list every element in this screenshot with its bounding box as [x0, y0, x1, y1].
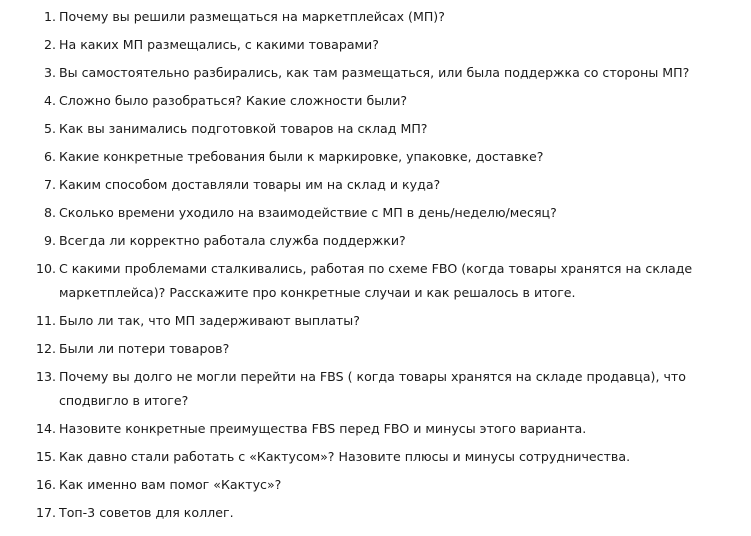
- question-number: 5.: [43, 121, 56, 136]
- question-text: Всегда ли корректно работала служба поддержки?: [59, 233, 406, 248]
- question-text: Сколько времени уходило на взаимодействие с МП в день/неделю/месяц?: [59, 205, 557, 220]
- question-number: 10.: [35, 261, 56, 276]
- question-item-12: [0, 337, 751, 361]
- question-number: 12.: [35, 341, 56, 356]
- question-item-11: [0, 309, 751, 333]
- question-text: Каким способом доставляли товары им на склад и куда?: [59, 177, 441, 192]
- question-item-10: [0, 257, 751, 305]
- question-number: 17.: [35, 505, 56, 520]
- question-number: 1.: [43, 9, 56, 24]
- question-item-17: [0, 501, 751, 525]
- question-number: 15.: [35, 449, 56, 464]
- question-number: 14.: [35, 421, 56, 436]
- question-number: 4.: [43, 93, 56, 108]
- question-text: Топ-3 советов для коллег.: [59, 505, 234, 520]
- question-number: 11.: [35, 313, 56, 328]
- question-number: 8.: [43, 205, 56, 220]
- questions-list: [0, 5, 751, 529]
- question-item-7: [0, 173, 751, 197]
- question-item-1: [0, 5, 751, 29]
- question-text: Почему вы решили размещаться на маркетплейсах (МП)?: [59, 9, 445, 24]
- question-item-6: [0, 145, 751, 169]
- question-number: 7.: [43, 177, 56, 192]
- question-text: Были ли потери товаров?: [59, 341, 230, 356]
- question-number: 2.: [43, 37, 56, 52]
- question-item-9: [0, 229, 751, 253]
- question-item-2: [0, 33, 751, 57]
- question-text: Как вы занимались подготовкой товаров на склад МП?: [59, 121, 428, 136]
- question-text: На каких МП размещались, с какими товарами?: [59, 37, 379, 52]
- question-item-13: [0, 365, 751, 413]
- question-text: Как давно стали работать с «Кактусом»? Назовите плюсы и минусы сотрудничества.: [59, 449, 631, 464]
- question-number: 3.: [43, 65, 56, 80]
- question-item-4: [0, 89, 751, 113]
- question-item-8: [0, 201, 751, 225]
- question-text: Назовите конкретные преимущества FBS перед FBO и минусы этого варианта.: [59, 421, 587, 436]
- question-number: 9.: [43, 233, 56, 248]
- question-text: Было ли так, что МП задерживают выплаты?: [59, 313, 360, 328]
- question-item-14: [0, 417, 751, 441]
- question-item-5: [0, 117, 751, 141]
- question-text: Вы самостоятельно разбирались, как там размещаться, или была поддержка со стороны МП?: [59, 65, 690, 80]
- question-number: 13.: [35, 369, 56, 384]
- question-text: Как именно вам помог «Кактус»?: [59, 477, 282, 492]
- question-number: 16.: [35, 477, 56, 492]
- question-number: 6.: [43, 149, 56, 164]
- question-text: Почему вы долго не могли перейти на FBS ( когда товары хранятся на складе продавца), что сподвигло в итоге?: [59, 369, 686, 408]
- question-item-3: [0, 61, 751, 85]
- question-text: Какие конкретные требования были к маркировке, упаковке, доставке?: [59, 149, 544, 164]
- question-text: Сложно было разобраться? Какие сложности были?: [59, 93, 408, 108]
- question-text: С какими проблемами сталкивались, работая по схеме FBO (когда товары хранятся на складе маркетплейса)? Расскажите про конкретные случаи и как решалось в итоге.: [59, 261, 693, 300]
- question-item-16: [0, 473, 751, 497]
- question-item-15: [0, 445, 751, 469]
